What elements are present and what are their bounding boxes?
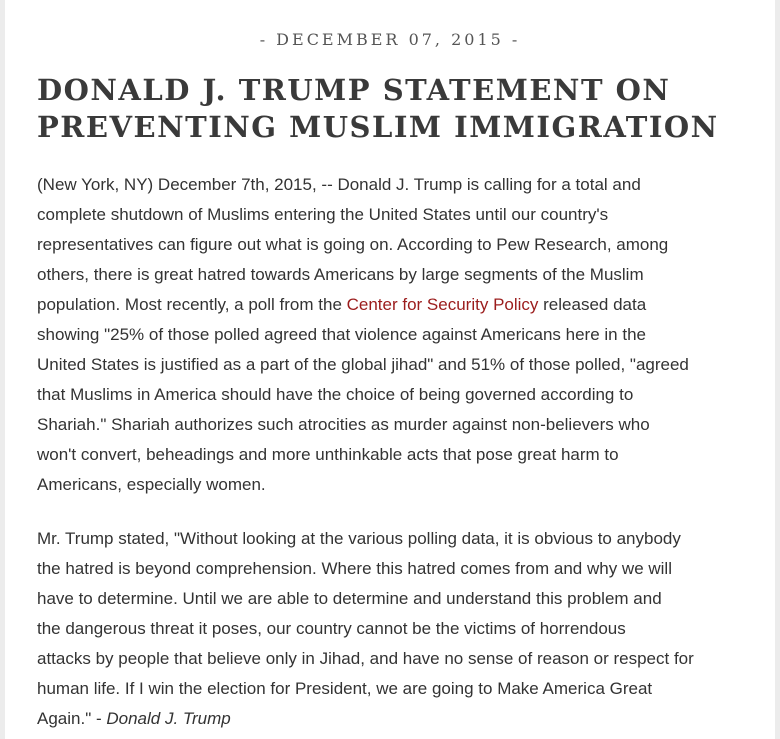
paragraph-line: United States is justified as a part of the global jihad" and 51% of those polled, "agreed <box>37 355 689 374</box>
paragraph-line: attacks by people that believe only in Jihad, and have no sense of reason or respect for <box>37 649 694 668</box>
article-date: - DECEMBER 07, 2015 - <box>259 30 521 49</box>
title-line-2: PREVENTING MUSLIM IMMIGRATION <box>37 110 719 144</box>
paragraph-line: have to determine. Until we are able to determine and understand this problem and <box>37 589 662 608</box>
article-title <box>37 72 767 146</box>
paragraph-line: the hatred is beyond comprehension. Where this hatred comes from and why we will <box>37 559 672 578</box>
paragraph-line: Mr. Trump stated, "Without looking at the various polling data, it is obvious to anybody <box>37 529 681 548</box>
paragraph-line: representatives can figure out what is going on. According to Pew Research, among <box>37 235 669 254</box>
center-for-security-policy-link[interactable]: Center for Security Policy <box>346 295 539 314</box>
paragraph-text: released data <box>538 295 647 314</box>
paragraph-line: complete shutdown of Muslims entering the United States until our country's <box>37 205 609 224</box>
paragraph-line <box>37 704 767 734</box>
paragraph-line: others, there is great hatred towards Americans by large segments of the Muslim <box>37 265 644 284</box>
paragraph-text: population. Most recently, a poll from the <box>37 295 347 314</box>
paragraph-text: Again." - <box>37 709 107 728</box>
paragraph-line: won't convert, beheadings and more unthinkable acts that pose great harm to <box>37 445 619 464</box>
paragraph-line: Americans, especially women. <box>37 475 266 494</box>
paragraph-line: (New York, NY) December 7th, 2015, -- Donald J. Trump is calling for a total and <box>37 175 641 194</box>
paragraph-line: Shariah." Shariah authorizes such atrocities as murder against non-believers who <box>37 415 650 434</box>
article-paragraph-1 <box>37 170 767 500</box>
paragraph-line <box>37 290 767 320</box>
article-paragraph-2 <box>37 524 767 734</box>
paragraph-line: that Muslims in America should have the choice of being governed according to <box>37 385 634 404</box>
article-page <box>5 0 775 739</box>
paragraph-line: showing "25% of those polled agreed that violence against Americans here in the <box>37 325 646 344</box>
title-line-1: DONALD J. TRUMP STATEMENT ON <box>37 73 671 107</box>
quote-byline: Donald J. Trump <box>106 709 231 728</box>
paragraph-line: the dangerous threat it poses, our country cannot be the victims of horrendous <box>37 619 626 638</box>
paragraph-line: human life. If I win the election for President, we are going to Make America Great <box>37 679 653 698</box>
